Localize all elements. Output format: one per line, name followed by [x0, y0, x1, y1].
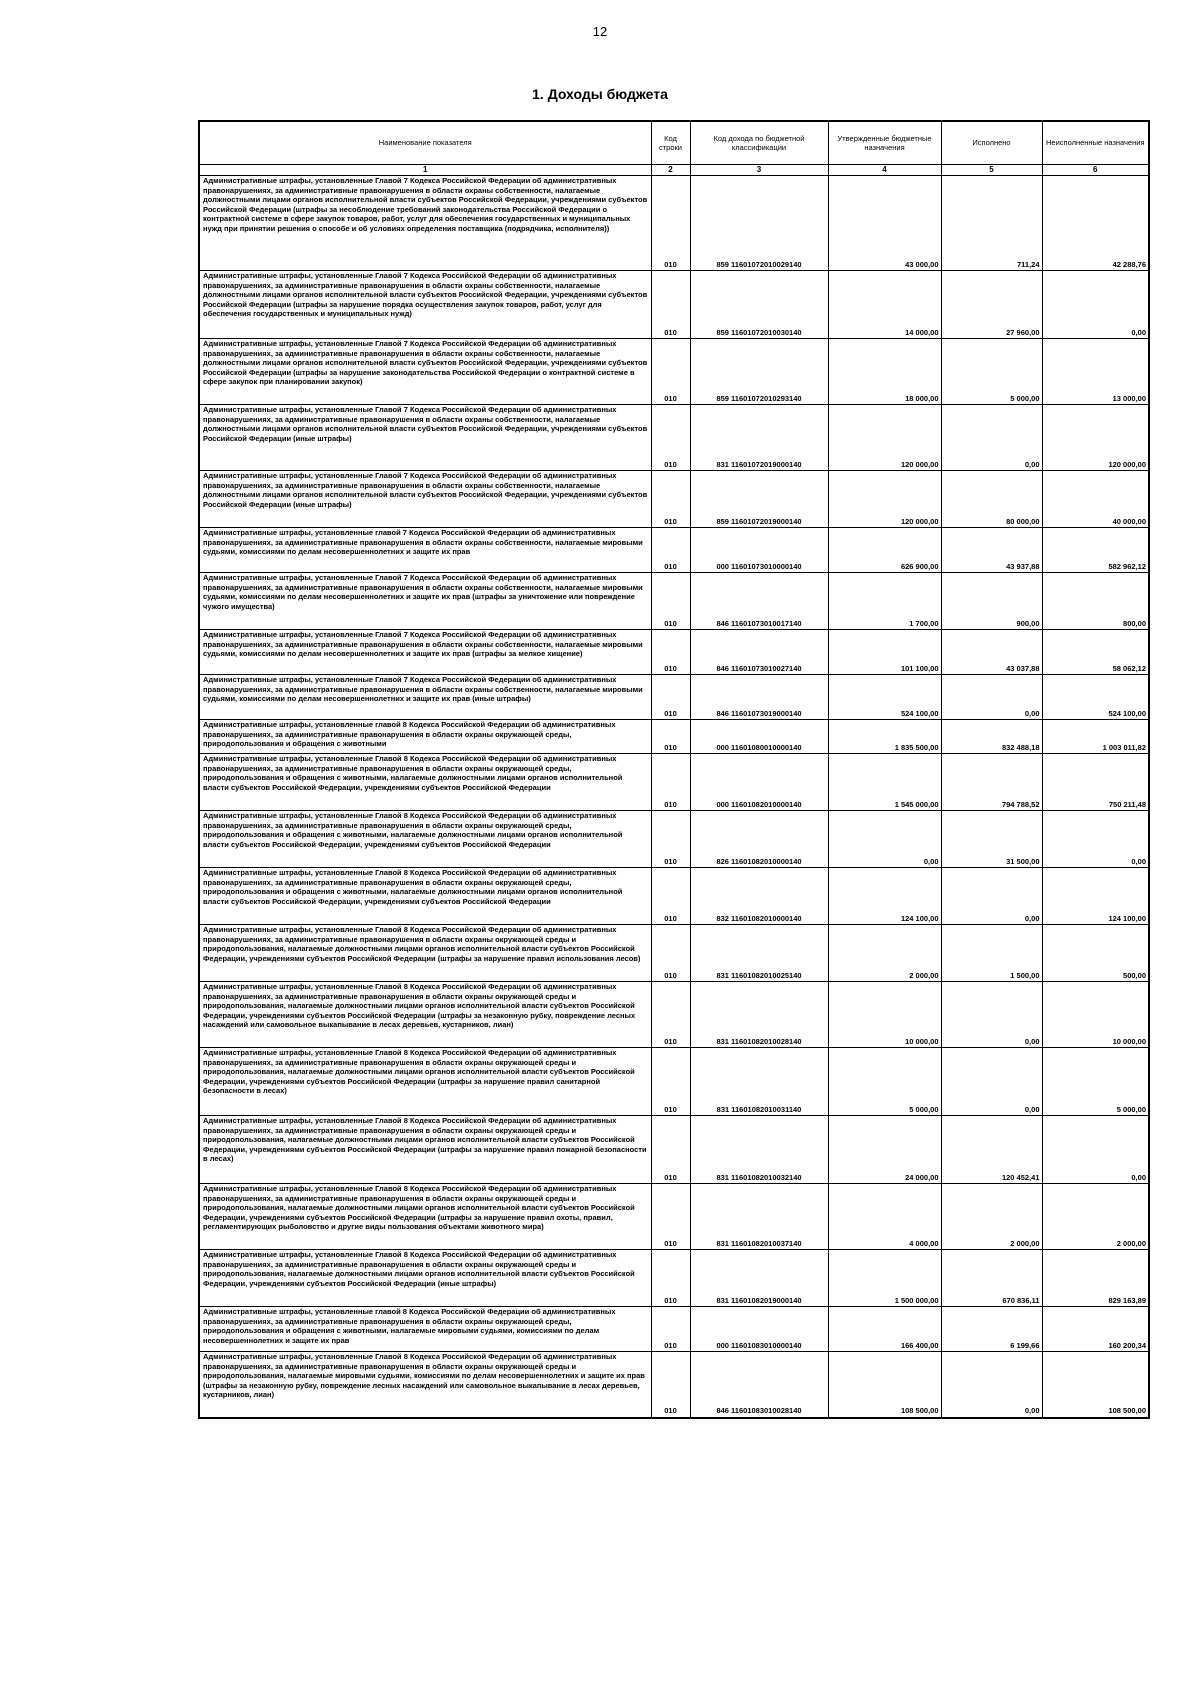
row-executed-cell: 670 836,11 — [941, 1250, 1042, 1307]
row-name-cell: Административные штрафы, установленные Главой 7 Кодекса Российской Федерации об административных правонарушениях, за административные правонарушения в области охраны собственности, налагаемые должностными лицами органов исполнительной власти субъектов Российской Федерации, учреждениями субъектов Российской Федерации (штрафы за нарушение порядка осуществления закупок товаров, работ, услуг для обеспечения государственных и муниципальных нужд) — [199, 271, 651, 339]
row-name-cell: Административные штрафы, установленные Главой 7 Кодекса Российской Федерации об административных правонарушениях, за административные правонарушения в области охраны собственности, налагаемые должностными лицами органов исполнительной власти субъектов Российской Федерации, учреждениями субъектов Российской Федерации (иные штрафы) — [199, 405, 651, 471]
row-line-code-cell: 010 — [651, 982, 690, 1048]
row-line-code-cell: 010 — [651, 339, 690, 405]
row-classification-code-cell: 846 11601073019000140 — [690, 675, 828, 720]
header-line-code: Код строки — [651, 121, 690, 165]
row-executed-cell: 0,00 — [941, 1352, 1042, 1418]
row-executed-cell: 0,00 — [941, 1048, 1042, 1116]
row-unexecuted-cell: 1 003 011,82 — [1042, 720, 1149, 754]
row-executed-cell: 43 937,88 — [941, 528, 1042, 573]
row-executed-cell: 5 000,00 — [941, 339, 1042, 405]
row-name-cell: Административные штрафы, установленные главой 7 Кодекса Российской Федерации об административных правонарушениях, за административные правонарушения в области охраны собственности, налагаемые мировыми судьями, комиссиями по делам несовершеннолетних и защите их прав — [199, 528, 651, 573]
table-row — [199, 675, 1149, 720]
row-line-code-cell: 010 — [651, 754, 690, 811]
row-executed-cell: 0,00 — [941, 675, 1042, 720]
row-approved-cell: 18 000,00 — [828, 339, 941, 405]
table-row — [199, 1048, 1149, 1116]
row-unexecuted-cell: 0,00 — [1042, 811, 1149, 868]
row-line-code-cell: 010 — [651, 528, 690, 573]
table-row — [199, 811, 1149, 868]
table-row — [199, 339, 1149, 405]
row-executed-cell: 6 199,66 — [941, 1307, 1042, 1352]
row-classification-code-cell: 831 11601082019000140 — [690, 1250, 828, 1307]
column-number: 5 — [941, 165, 1042, 176]
table-row — [199, 1116, 1149, 1184]
page-number: 12 — [592, 24, 608, 39]
row-name-cell: Административные штрафы, установленные Главой 7 Кодекса Российской Федерации об административных правонарушениях, за административные правонарушения в области охраны собственности, налагаемые мировыми судьями, комиссиями по делам несовершеннолетних и защите их прав (иные штрафы) — [199, 675, 651, 720]
row-classification-code-cell: 859 11601072010293140 — [690, 339, 828, 405]
row-executed-cell: 832 488,18 — [941, 720, 1042, 754]
row-name-cell: Административные штрафы, установленные главой 8 Кодекса Российской Федерации об административных правонарушениях, за административные правонарушения в области охраны окружающей среды, природопользования и обращения с животными — [199, 720, 651, 754]
row-approved-cell: 101 100,00 — [828, 630, 941, 675]
row-executed-cell: 794 788,52 — [941, 754, 1042, 811]
row-approved-cell: 2 000,00 — [828, 925, 941, 982]
table-row — [199, 754, 1149, 811]
table-row — [199, 630, 1149, 675]
row-executed-cell: 43 037,88 — [941, 630, 1042, 675]
row-executed-cell: 31 500,00 — [941, 811, 1042, 868]
row-executed-cell: 120 452,41 — [941, 1116, 1042, 1184]
row-classification-code-cell: 859 11601072019000140 — [690, 471, 828, 528]
row-executed-cell: 80 000,00 — [941, 471, 1042, 528]
column-number: 2 — [651, 165, 690, 176]
row-name-cell: Административные штрафы, установленные Главой 7 Кодекса Российской Федерации об административных правонарушениях, за административные правонарушения в области охраны собственности, налагаемые должностными лицами органов исполнительной власти субъектов Российской Федерации, учреждениями субъектов Российской Федерации (штрафы за несоблюдение требований законодательства Российской Федерации о контрактной системе в сфере закупок товаров, работ, услуг для обеспечения государственных и муниципальных нужд при принятии решения о способе и об условиях определения поставщика (подрядчика, исполнителя)) — [199, 176, 651, 271]
row-classification-code-cell: 831 11601082010025140 — [690, 925, 828, 982]
row-approved-cell: 1 500 000,00 — [828, 1250, 941, 1307]
row-approved-cell: 120 000,00 — [828, 471, 941, 528]
table-row — [199, 868, 1149, 925]
row-unexecuted-cell: 58 062,12 — [1042, 630, 1149, 675]
table-row — [199, 528, 1149, 573]
row-executed-cell: 2 000,00 — [941, 1184, 1042, 1250]
row-name-cell: Административные штрафы, установленные Главой 8 Кодекса Российской Федерации об административных правонарушениях, за административные правонарушения в области охраны окружающей среды и природопользования, налагаемые должностными лицами органов исполнительной власти субъектов Российской Федерации, учреждениями субъектов Российской Федерации (штрафы за нарушение правил использования лесов) — [199, 925, 651, 982]
header-unexecuted: Неисполненные назначения — [1042, 121, 1149, 165]
row-approved-cell: 166 400,00 — [828, 1307, 941, 1352]
document-title: 1. Доходы бюджета — [532, 86, 668, 102]
row-name-cell: Административные штрафы, установленные Главой 8 Кодекса Российской Федерации об административных правонарушениях, за административные правонарушения в области охраны окружающей среды и природопользования, налагаемые мировыми судьями, комиссиями по делам несовершеннолетних и защите их прав (штрафы за незаконную рубку, повреждение лесных насаждений или самовольное выкапывание в лесах деревьев, кустарников, лиан) — [199, 1352, 651, 1418]
row-classification-code-cell: 831 11601082010032140 — [690, 1116, 828, 1184]
row-name-cell: Административные штрафы, установленные Главой 8 Кодекса Российской Федерации об административных правонарушениях, за административные правонарушения в области охраны окружающей среды и природопользования, налагаемые должностными лицами органов исполнительной власти субъектов Российской Федерации, учреждениями субъектов Российской Федерации (штрафы за незаконную рубку, повреждение лесных насаждений или самовольное выкапывание в лесах деревьев, кустарников, лиан) — [199, 982, 651, 1048]
table-row — [199, 925, 1149, 982]
header-classification-code: Код дохода по бюджетной классификации — [690, 121, 828, 165]
column-number: 1 — [199, 165, 651, 176]
row-executed-cell: 711,24 — [941, 176, 1042, 271]
row-classification-code-cell: 859 11601072010029140 — [690, 176, 828, 271]
row-line-code-cell: 010 — [651, 925, 690, 982]
row-name-cell: Административные штрафы, установленные главой 8 Кодекса Российской Федерации об административных правонарушениях, за административные правонарушения в области охраны окружающей среды, природопользования и обращения с животными, налагаемые мировыми судьями, комиссиями по делам несовершеннолетних и защите их прав — [199, 1307, 651, 1352]
row-line-code-cell: 010 — [651, 675, 690, 720]
row-approved-cell: 14 000,00 — [828, 271, 941, 339]
table-row — [199, 573, 1149, 630]
row-executed-cell: 0,00 — [941, 982, 1042, 1048]
row-approved-cell: 1 545 000,00 — [828, 754, 941, 811]
row-unexecuted-cell: 42 288,76 — [1042, 176, 1149, 271]
row-classification-code-cell: 000 11601082010000140 — [690, 754, 828, 811]
row-unexecuted-cell: 524 100,00 — [1042, 675, 1149, 720]
row-name-cell: Административные штрафы, установленные Главой 7 Кодекса Российской Федерации об административных правонарушениях, за административные правонарушения в области охраны собственности, налагаемые должностными лицами органов исполнительной власти субъектов Российской Федерации, учреждениями субъектов Российской Федерации (штрафы за нарушение законодательства Российской Федерации о контрактной системе в сфере закупок при планировании закупок) — [199, 339, 651, 405]
row-unexecuted-cell: 0,00 — [1042, 271, 1149, 339]
table-row — [199, 271, 1149, 339]
table-row — [199, 982, 1149, 1048]
row-executed-cell: 27 960,00 — [941, 271, 1042, 339]
row-approved-cell: 0,00 — [828, 811, 941, 868]
row-approved-cell: 124 100,00 — [828, 868, 941, 925]
row-line-code-cell: 010 — [651, 1352, 690, 1418]
row-line-code-cell: 010 — [651, 1250, 690, 1307]
row-executed-cell: 1 500,00 — [941, 925, 1042, 982]
row-line-code-cell: 010 — [651, 405, 690, 471]
row-approved-cell: 24 000,00 — [828, 1116, 941, 1184]
row-name-cell: Административные штрафы, установленные Главой 8 Кодекса Российской Федерации об административных правонарушениях, за административные правонарушения в области охраны окружающей среды и природопользования, налагаемые должностными лицами органов исполнительной власти субъектов Российской Федерации, учреждениями субъектов Российской Федерации (штрафы за нарушение правил санитарной безопасности в лесах) — [199, 1048, 651, 1116]
row-name-cell: Административные штрафы, установленные Главой 7 Кодекса Российской Федерации об административных правонарушениях, за административные правонарушения в области охраны собственности, налагаемые мировыми судьями, комиссиями по делам несовершеннолетних и защите их прав (штрафы за мелкое хищение) — [199, 630, 651, 675]
row-line-code-cell: 010 — [651, 1184, 690, 1250]
row-classification-code-cell: 831 11601072019000140 — [690, 405, 828, 471]
row-approved-cell: 120 000,00 — [828, 405, 941, 471]
row-unexecuted-cell: 120 000,00 — [1042, 405, 1149, 471]
row-line-code-cell: 010 — [651, 471, 690, 528]
budget-income-table — [198, 120, 1150, 1419]
row-unexecuted-cell: 108 500,00 — [1042, 1352, 1149, 1418]
row-executed-cell: 0,00 — [941, 405, 1042, 471]
row-approved-cell: 1 700,00 — [828, 573, 941, 630]
row-line-code-cell: 010 — [651, 811, 690, 868]
row-classification-code-cell: 000 11601080010000140 — [690, 720, 828, 754]
row-classification-code-cell: 832 11601082010000140 — [690, 868, 828, 925]
row-name-cell: Административные штрафы, установленные Главой 7 Кодекса Российской Федерации об административных правонарушениях, за административные правонарушения в области охраны собственности, налагаемые должностными лицами органов исполнительной власти субъектов Российской Федерации, учреждениями субъектов Российской Федерации (иные штрафы) — [199, 471, 651, 528]
row-name-cell: Административные штрафы, установленные Главой 7 Кодекса Российской Федерации об административных правонарушениях, за административные правонарушения в области охраны собственности, налагаемые мировыми судьями, комиссиями по делам несовершеннолетних и защите их прав (штрафы за уничтожение или повреждение чужого имущества) — [199, 573, 651, 630]
row-line-code-cell: 010 — [651, 630, 690, 675]
row-classification-code-cell: 846 11601083010028140 — [690, 1352, 828, 1418]
row-classification-code-cell: 000 11601073010000140 — [690, 528, 828, 573]
row-classification-code-cell: 846 11601073010027140 — [690, 630, 828, 675]
row-name-cell: Административные штрафы, установленные Главой 8 Кодекса Российской Федерации об административных правонарушениях, за административные правонарушения в области охраны окружающей среды и природопользования, налагаемые должностными лицами органов исполнительной власти субъектов Российской Федерации, учреждениями субъектов Российской Федерации (штрафы за нарушение правил охоты, правил, регламентирующих рыболовство и другие виды пользования объектами животного мира) — [199, 1184, 651, 1250]
table-row — [199, 1184, 1149, 1250]
row-unexecuted-cell: 800,00 — [1042, 573, 1149, 630]
row-line-code-cell: 010 — [651, 868, 690, 925]
row-approved-cell: 4 000,00 — [828, 1184, 941, 1250]
row-name-cell: Административные штрафы, установленные Главой 8 Кодекса Российской Федерации об административных правонарушениях, за административные правонарушения в области охраны окружающей среды и природопользования, налагаемые должностными лицами органов исполнительной власти субъектов Российской Федерации, учреждениями субъектов Российской Федерации (иные штрафы) — [199, 1250, 651, 1307]
column-number: 6 — [1042, 165, 1149, 176]
row-classification-code-cell: 846 11601073010017140 — [690, 573, 828, 630]
row-unexecuted-cell: 829 163,89 — [1042, 1250, 1149, 1307]
row-classification-code-cell: 831 11601082010037140 — [690, 1184, 828, 1250]
row-line-code-cell: 010 — [651, 720, 690, 754]
table-row — [199, 471, 1149, 528]
row-line-code-cell: 010 — [651, 1116, 690, 1184]
table-row — [199, 720, 1149, 754]
row-unexecuted-cell: 13 000,00 — [1042, 339, 1149, 405]
row-line-code-cell: 010 — [651, 573, 690, 630]
row-unexecuted-cell: 2 000,00 — [1042, 1184, 1149, 1250]
row-classification-code-cell: 831 11601082010031140 — [690, 1048, 828, 1116]
row-unexecuted-cell: 0,00 — [1042, 1116, 1149, 1184]
row-name-cell: Административные штрафы, установленные Главой 8 Кодекса Российской Федерации об административных правонарушениях, за административные правонарушения в области охраны окружающей среды, природопользования и обращения с животными, налагаемые должностными лицами органов исполнительной власти субъектов Российской Федерации, учреждениями субъектов Российской Федерации — [199, 811, 651, 868]
column-number: 3 — [690, 165, 828, 176]
row-approved-cell: 108 500,00 — [828, 1352, 941, 1418]
row-classification-code-cell: 000 11601083010000140 — [690, 1307, 828, 1352]
row-unexecuted-cell: 5 000,00 — [1042, 1048, 1149, 1116]
header-indicator-name: Наименование показателя — [199, 121, 651, 165]
table-body — [199, 176, 1149, 1418]
row-line-code-cell: 010 — [651, 271, 690, 339]
row-name-cell: Административные штрафы, установленные Главой 8 Кодекса Российской Федерации об административных правонарушениях, за административные правонарушения в области охраны окружающей среды и природопользования, налагаемые должностными лицами органов исполнительной власти субъектов Российской Федерации, учреждениями субъектов Российской Федерации (штрафы за нарушение правил пожарной безопасности в лесах) — [199, 1116, 651, 1184]
row-classification-code-cell: 826 11601082010000140 — [690, 811, 828, 868]
row-executed-cell: 900,00 — [941, 573, 1042, 630]
table-row — [199, 1250, 1149, 1307]
row-classification-code-cell: 859 11601072010030140 — [690, 271, 828, 339]
row-unexecuted-cell: 124 100,00 — [1042, 868, 1149, 925]
row-approved-cell: 10 000,00 — [828, 982, 941, 1048]
row-name-cell: Административные штрафы, установленные Главой 8 Кодекса Российской Федерации об административных правонарушениях, за административные правонарушения в области охраны окружающей среды, природопользования и обращения с животными, налагаемые должностными лицами органов исполнительной власти субъектов Российской Федерации, учреждениями субъектов Российской Федерации — [199, 754, 651, 811]
row-approved-cell: 5 000,00 — [828, 1048, 941, 1116]
header-executed: Исполнено — [941, 121, 1042, 165]
row-unexecuted-cell: 10 000,00 — [1042, 982, 1149, 1048]
row-unexecuted-cell: 750 211,48 — [1042, 754, 1149, 811]
row-name-cell: Административные штрафы, установленные Главой 8 Кодекса Российской Федерации об административных правонарушениях, за административные правонарушения в области охраны окружающей среды, природопользования и обращения с животными, налагаемые должностными лицами органов исполнительной власти субъектов Российской Федерации, учреждениями субъектов Российской Федерации — [199, 868, 651, 925]
table-header-row — [199, 121, 1149, 165]
row-classification-code-cell: 831 11601082010028140 — [690, 982, 828, 1048]
row-approved-cell: 626 900,00 — [828, 528, 941, 573]
column-number-row — [199, 165, 1149, 176]
row-unexecuted-cell: 582 962,12 — [1042, 528, 1149, 573]
row-approved-cell: 524 100,00 — [828, 675, 941, 720]
row-approved-cell: 43 000,00 — [828, 176, 941, 271]
table-row — [199, 1352, 1149, 1418]
row-executed-cell: 0,00 — [941, 868, 1042, 925]
table-row — [199, 176, 1149, 271]
row-line-code-cell: 010 — [651, 1307, 690, 1352]
row-line-code-cell: 010 — [651, 1048, 690, 1116]
table-row — [199, 1307, 1149, 1352]
header-approved: Утвержденные бюджетные назначения — [828, 121, 941, 165]
row-line-code-cell: 010 — [651, 176, 690, 271]
row-unexecuted-cell: 40 000,00 — [1042, 471, 1149, 528]
column-number: 4 — [828, 165, 941, 176]
row-unexecuted-cell: 160 200,34 — [1042, 1307, 1149, 1352]
row-unexecuted-cell: 500,00 — [1042, 925, 1149, 982]
table-row — [199, 405, 1149, 471]
row-approved-cell: 1 835 500,00 — [828, 720, 941, 754]
